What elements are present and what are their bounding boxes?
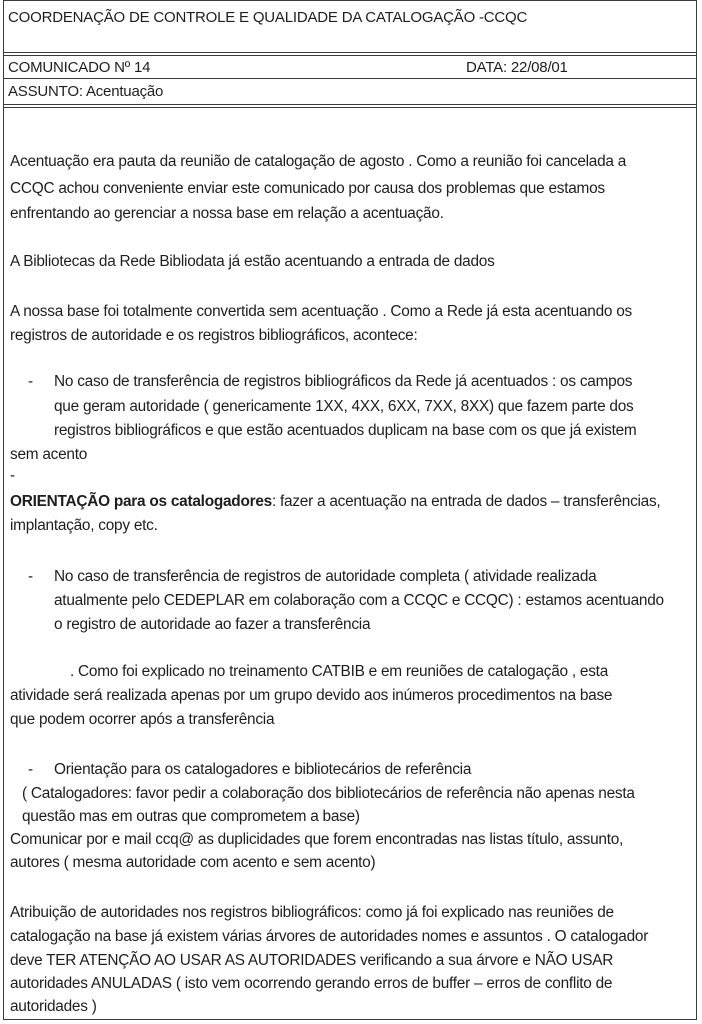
p6-line-3 — [10, 950, 613, 972]
orientacao-label: ORIENTAÇÃO para os catalogadores — [10, 493, 272, 510]
p5-line-2: autores ( mesma autoridade com acento e sem acento) — [10, 854, 376, 871]
p6-line-2: catalogação na base já existem várias árvores de autoridades nomes e assuntos . O catalogador — [10, 928, 649, 945]
p2-line: A Bibliotecas da Rede Bibliodata já estão acentuando a entrada de dados — [10, 253, 495, 270]
item3-line-3: questão mas em outras que comprometem a base) — [22, 808, 360, 825]
p4-line-1: . Como foi explicado no treinamento CATBIB e em reuniões de catalogação , esta — [70, 663, 609, 680]
p4-line-3: que podem ocorrer após a transferência — [10, 711, 275, 728]
p1-line-2: CCQC achou conveniente enviar este comunicado por causa dos problemas que estamos — [10, 180, 605, 197]
header-divider — [4, 107, 696, 108]
orientacao-line-2: implantação, copy etc. — [10, 517, 158, 534]
p1-line-1: Acentuação era pauta da reunião de catalogação de agosto . Como a reunião foi cancelada a — [10, 153, 627, 170]
item2-line-2: atualmente pelo CEDEPLAR em colaboração com a CCQC e CCQC) : estamos acentuando — [54, 592, 664, 609]
item1-dash: - — [28, 373, 33, 390]
item1-line-1: No caso de transferência de registros bibliográficos da Rede já acentuados : os campos — [54, 373, 633, 390]
item3-line-1: Orientação para os catalogadores e bibliotecários de referência — [54, 761, 472, 778]
comunicado-row — [4, 55, 696, 79]
comunicado-date: DATA: 22/08/01 — [466, 59, 568, 76]
item1-line-4: sem acento — [10, 446, 88, 463]
p6-emphasis: TER ATENÇÃO AO USAR AS AUTORIDADES — [46, 952, 357, 969]
item2-line-1: No caso de transferência de registros de autoridade completa ( atividade realizada — [54, 568, 597, 585]
p5-line-1: Comunicar por e mail ccq@ as duplicidades que forem encontradas nas listas título, assunto, — [10, 831, 624, 848]
subject-row — [4, 79, 696, 105]
p6-line-3-c: verificando a sua árvore e NÃO USAR — [356, 952, 614, 969]
orientacao-line-1 — [10, 491, 660, 513]
subject-text: ASSUNTO: Acentuação — [8, 83, 164, 100]
item3-line-2: ( Catalogadores: favor pedir a colaboração dos bibliotecários de referência não apenas nesta — [22, 785, 635, 802]
orientacao-text: : fazer a acentuação na entrada de dados – transferências, — [271, 493, 661, 510]
p6-line-4: autoridades ANULADAS ( isto vem ocorrendo gerando erros de buffer – erros de conflito de — [10, 975, 613, 992]
item1-line-2: que geram autoridade ( genericamente 1XX, 4XX, 6XX, 7XX, 8XX) que fazem parte dos — [54, 398, 634, 415]
item2-dash: - — [28, 568, 33, 585]
item1-line-3: registros bibliográficos e que estão acentuados duplicam na base com os que já existem — [54, 422, 637, 439]
p6-line-1: Atribuição de autoridades nos registros bibliográficos: como já foi explicado nas reuniões de — [10, 904, 614, 921]
title-row — [4, 1, 696, 53]
p1-line-3: enfrentando ao gerenciar a nossa base em relação a acentuação. — [10, 205, 444, 222]
comunicado-number: COMUNICADO Nº 14 — [8, 59, 151, 76]
p6-line-5: autoridades ) — [10, 998, 97, 1015]
p3-line-1: A nossa base foi totalmente convertida sem acentuação . Como a Rede já esta acentuando os — [10, 303, 632, 320]
p6-line-3-a: deve — [10, 952, 47, 969]
item3-dash: - — [28, 761, 33, 778]
p3-line-2: registros de autoridade e os registros bibliográficos, acontece: — [10, 327, 418, 344]
document-title: COORDENAÇÃO DE CONTROLE E QUALIDADE DA CATALOGAÇÃO -CCQC — [8, 9, 528, 26]
p4-line-2: atividade será realizada apenas por um grupo devido aos inúmeros procedimentos na base — [10, 687, 613, 704]
orphan-dash: - — [10, 467, 15, 484]
item2-line-3: o registro de autoridade ao fazer a transferência — [54, 616, 371, 633]
